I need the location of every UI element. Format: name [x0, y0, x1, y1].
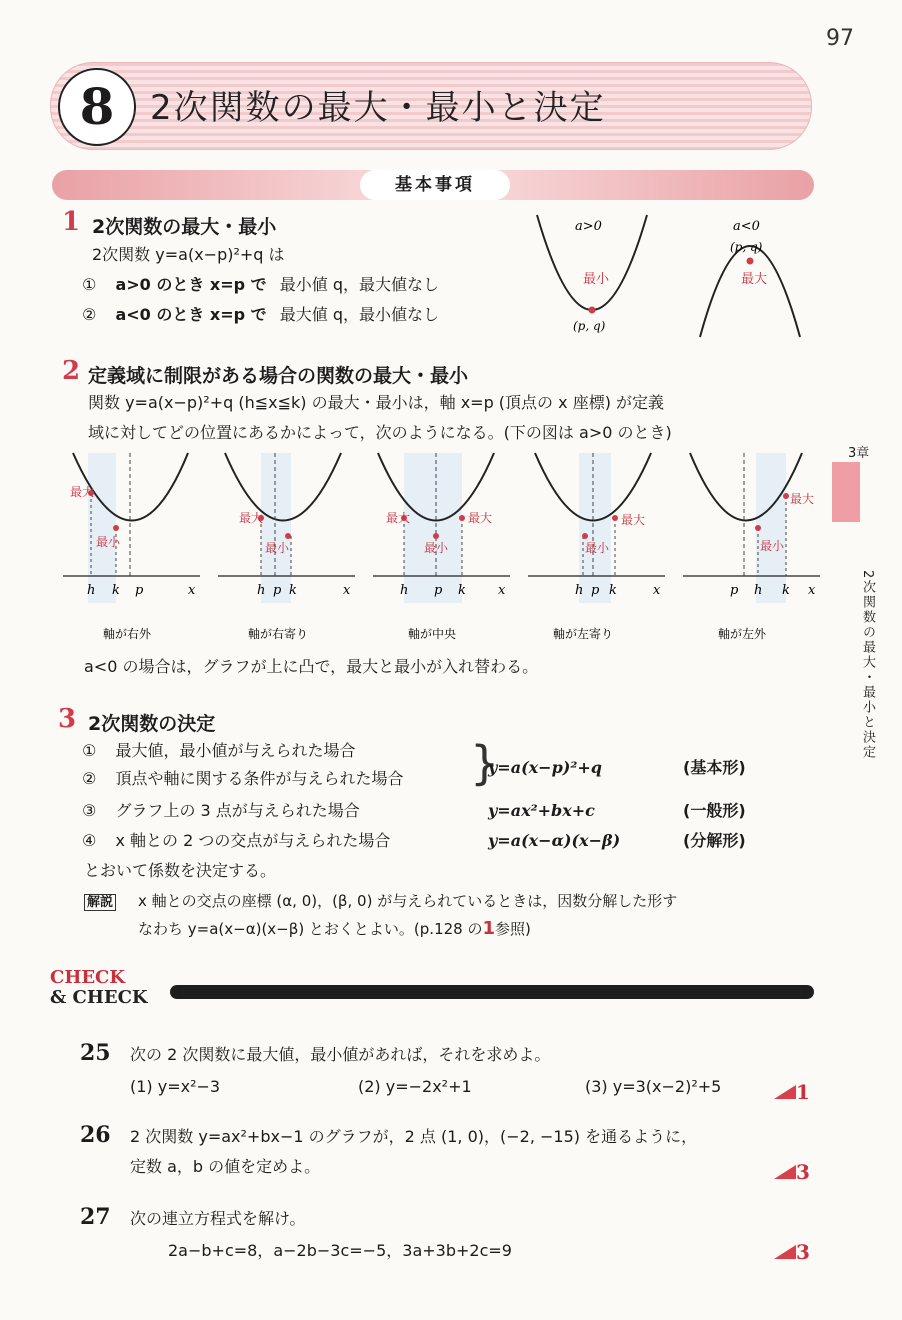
fig-max-label: 最大: [741, 272, 768, 287]
section3-number: 3: [58, 704, 77, 734]
kaisetsu-label: 解説: [84, 894, 116, 911]
side-vertical-title: 2次関数の最大・最小と決定: [860, 570, 875, 761]
kaisetsu-line2-a: なわち y=a(x−α)(x−β) とおくとよい。(p.128 の: [138, 920, 483, 938]
problem-27-text: 次の連立方程式を解け。: [130, 1209, 306, 1228]
ref-triangle-icon: [774, 1165, 796, 1179]
item2-text: 頂点や軸に関する条件が与えられた場合: [115, 769, 404, 788]
item1-text: 最大値，最小値が与えられた場合: [115, 741, 356, 760]
g1-h: h: [87, 583, 96, 598]
section1-title: 2次関数の最大・最小: [92, 216, 277, 238]
ref-27: 3: [796, 1240, 810, 1264]
case2-result: 最大値 q，最小値なし: [279, 305, 440, 324]
case2-condition: a<0 のとき x=p で: [115, 305, 267, 324]
ref-26: 3: [796, 1160, 810, 1184]
item3-text: グラフ上の 3 点が与えられた場合: [115, 801, 360, 820]
fig-a-neg: a<0: [733, 219, 760, 234]
g3-p: p: [434, 583, 443, 598]
ref-triangle-icon: [774, 1085, 796, 1099]
problem-25-sub2: (2) y=−2x²+1: [358, 1077, 472, 1096]
check-bar: [170, 985, 814, 999]
caption-5: 軸が左外: [718, 627, 767, 641]
graph-axis-right-outside: [63, 453, 200, 641]
min-vertex-point: [589, 307, 596, 314]
section2-number: 2: [62, 356, 81, 386]
brace: }: [470, 736, 500, 790]
sec3-item2: [82, 764, 403, 794]
parabola-figures: [525, 205, 825, 345]
g2-x: x: [343, 583, 351, 598]
problem-27-equations: 2a−b+c=8，a−2b−3c=−5，3a+3b+2c=9: [168, 1241, 512, 1260]
graph-axis-right-lean: [218, 453, 355, 641]
g2-k: k: [289, 583, 297, 598]
caption-4: 軸が左寄り: [553, 627, 614, 641]
fig-min-label: 最小: [583, 272, 610, 287]
g1-p: p: [135, 583, 144, 598]
check-logo: [50, 968, 148, 1008]
g4-h: h: [575, 583, 584, 598]
section3-title: 2次関数の決定: [88, 713, 216, 735]
g3-max-left: 最大: [386, 511, 411, 525]
kaisetsu-line2: [138, 914, 531, 944]
sec3-item4: [82, 826, 390, 856]
g2-p: p: [273, 583, 282, 598]
max-vertex-point: [747, 258, 754, 265]
caption-2: 軸が右寄り: [248, 627, 309, 641]
section2-note: a<0 の場合は，グラフが上に凸で，最大と最小が入れ替わる。: [84, 657, 539, 676]
section2-line2: 域に対してどの位置にあるかによって，次のようになる。(下の図は a>0 のとき): [88, 423, 672, 442]
case1-result: 最小値 q，最大値なし: [279, 275, 440, 294]
form-general-label: (一般形): [683, 801, 746, 820]
fig-a-pos: a>0: [575, 219, 602, 234]
chapter-tab-label: 3章: [848, 446, 870, 461]
item1-mark: ①: [82, 741, 97, 760]
chapter-title: 2次関数の最大・最小と決定: [150, 88, 606, 128]
g4-p: p: [591, 583, 600, 598]
g2-max: 最大: [239, 511, 264, 525]
case2-mark: ②: [82, 305, 97, 324]
problem-27-number: 27: [80, 1204, 111, 1230]
graph-axis-center: [373, 453, 510, 641]
problem-27-ref: [774, 1240, 810, 1264]
caption-3: 軸が中央: [408, 627, 457, 641]
item3-mark: ③: [82, 801, 97, 820]
problem-25-number: 25: [80, 1040, 111, 1066]
chapter-tab: [832, 462, 860, 522]
problem-25-ref: [774, 1080, 810, 1104]
g5-h: h: [754, 583, 763, 598]
g2-min: 最小: [265, 541, 290, 555]
problem-25-sub1: (1) y=x²−3: [130, 1077, 221, 1096]
kaisetsu-ref: 1: [482, 918, 496, 939]
ref-25: 1: [796, 1080, 810, 1104]
g3-max-right: 最大: [468, 511, 493, 525]
problem-26-ref: [774, 1160, 810, 1184]
form-basic-label: (基本形): [683, 758, 746, 777]
graph-axis-left-lean: [528, 453, 665, 641]
section2-title: 定義域に制限がある場合の関数の最大・最小: [88, 365, 469, 387]
g1-max: 最大: [70, 485, 95, 499]
check-logo-line2: & CHECK: [50, 987, 148, 1008]
g5-x: x: [808, 583, 816, 598]
item4-mark: ④: [82, 831, 97, 850]
kaisetsu-line2-b: 参照): [495, 920, 531, 938]
section1-case1: [82, 270, 439, 300]
section1-number: 1: [62, 207, 81, 237]
sec3-item3: [82, 796, 360, 826]
fig-vertex-min: (p, q): [573, 319, 606, 333]
g3-min: 最小: [424, 541, 449, 555]
g3-h: h: [400, 583, 409, 598]
check-logo-line1: CHECK: [50, 967, 126, 988]
g5-k: k: [782, 583, 790, 598]
g4-min: 最小: [585, 541, 610, 555]
kaisetsu-box: [84, 891, 116, 910]
problem-25-sub3: (3) y=3(x−2)²+5: [585, 1077, 722, 1096]
problem-25-text: 次の 2 次関数に最大値，最小値があれば，それを求めよ。: [130, 1045, 551, 1064]
sec3-conclusion: とおいて係数を決定する。: [84, 861, 277, 880]
section2-line1: 関数 y=a(x−p)²+q (h≦x≦k) の最大・最小は，軸 x=p (頂点の x 座標) が定義: [88, 393, 665, 412]
g1-x: x: [188, 583, 196, 598]
problem-26-line1: 2 次関数 y=ax²+bx−1 のグラフが，2 点 (1, 0)，(−2, −15) を通るように，: [130, 1127, 698, 1146]
g4-k: k: [609, 583, 617, 598]
kaisetsu-line1: x 軸との交点の座標 (α, 0)，(β, 0) が与えられているときは，因数分解した形す: [138, 892, 678, 910]
page-number: 97: [826, 26, 854, 51]
section1-case2: [82, 300, 439, 330]
form-factored: y=a(x−α)(x−β): [488, 831, 621, 850]
case1-mark: ①: [82, 275, 97, 294]
ref-triangle-icon: [774, 1245, 796, 1259]
form-general: y=ax²+bx+c: [488, 801, 595, 820]
fig-vertex-max: (p, q): [730, 240, 763, 254]
item4-text: x 軸との 2 つの交点が与えられた場合: [115, 831, 391, 850]
g3-k: k: [458, 583, 466, 598]
g5-min: 最小: [760, 539, 785, 553]
problem-26-number: 26: [80, 1122, 111, 1148]
g1-k: k: [112, 583, 120, 598]
form-basic: y=a(x−p)²+q: [488, 758, 602, 777]
g3-x: x: [498, 583, 506, 598]
section1-intro: 2次関数 y=a(x−p)²+q は: [92, 245, 285, 264]
graph-axis-left-outside: [683, 453, 820, 641]
g5-p: p: [730, 583, 739, 598]
item2-mark: ②: [82, 769, 97, 788]
caption-1: 軸が右外: [103, 627, 152, 641]
g4-x: x: [653, 583, 661, 598]
form-factored-label: (分解形): [683, 831, 746, 850]
basics-label: 基本事項: [360, 170, 510, 200]
g1-min: 最小: [96, 535, 121, 549]
chapter-number: 8: [58, 68, 136, 146]
sec3-item1: [82, 736, 355, 766]
g4-max: 最大: [621, 513, 646, 527]
g2-h: h: [257, 583, 266, 598]
case1-condition: a>0 のとき x=p で: [115, 275, 267, 294]
domain-graphs: [58, 448, 828, 641]
problem-26-line2: 定数 a，b の値を定めよ。: [130, 1157, 321, 1176]
g5-max: 最大: [790, 492, 815, 506]
